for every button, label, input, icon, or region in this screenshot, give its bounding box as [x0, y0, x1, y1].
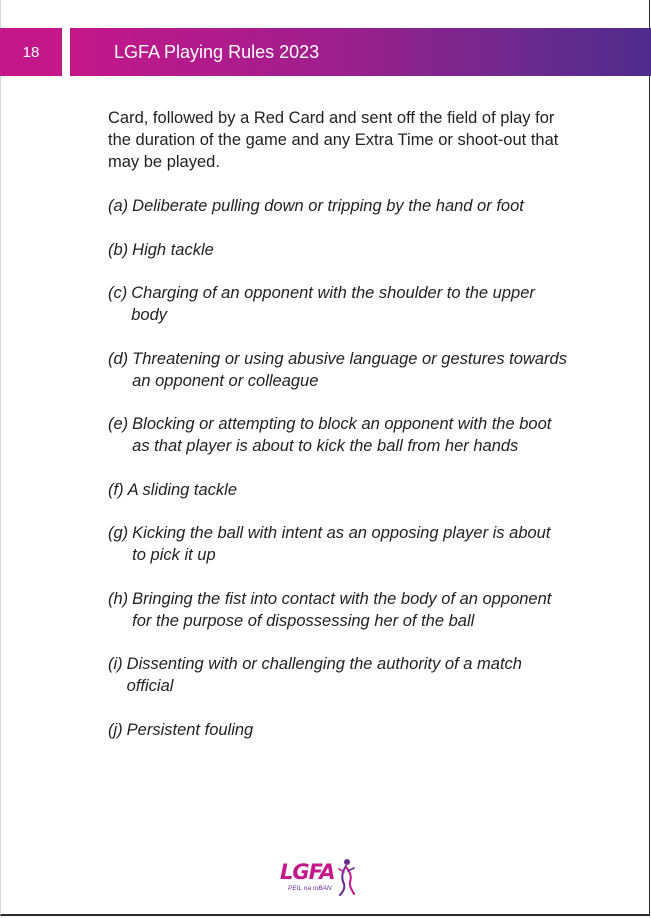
rule-item-i: [108, 653, 568, 697]
rule-text: Threatening or using abusive language or gestures towards an opponent or colleague: [132, 349, 567, 390]
rule-text: Charging of an opponent with the shoulder to the upper body: [131, 284, 535, 324]
rule-text: Persistent fouling: [126, 720, 254, 739]
rule-item-g: [108, 522, 568, 566]
rule-item-f: [108, 479, 568, 501]
rule-item-c: [108, 282, 568, 326]
header-bar: [70, 28, 651, 76]
rule-text: Deliberate pulling down or tripping by the hand or foot: [132, 197, 524, 215]
rule-text: Blocking or attempting to block an opponent with the boot as that player is about to kick the ball from her hands: [132, 415, 552, 455]
player-figure-icon: [336, 858, 356, 896]
lgfa-logo: [280, 858, 360, 898]
intro-paragraph: Card, followed by a Red Card and sent off the field of play for the duration of the game and any Extra Time or shoot-out that may be played.: [108, 109, 559, 171]
rule-marker: (j): [108, 720, 123, 739]
rule-marker: (a): [108, 197, 129, 215]
rule-marker: (f): [108, 480, 124, 499]
rule-text: Kicking the ball with intent as an opposing player is about to pick it up: [132, 524, 551, 564]
rule-item-j: [108, 719, 568, 741]
rule-marker: (e): [108, 415, 129, 433]
rule-marker: (h): [108, 589, 129, 608]
logo-text: LGFA: [280, 860, 335, 884]
rule-text: Dissenting with or challenging the authority of a match official: [126, 655, 522, 695]
rule-marker: (c): [108, 284, 128, 302]
rule-marker: (d): [108, 349, 129, 368]
rule-text: Bringing the fist into contact with the body of an opponent for the purpose of dispossessing her of the ball: [132, 589, 552, 630]
rule-item-e: [108, 413, 568, 457]
rule-marker: (i): [108, 655, 123, 673]
rule-item-h: [108, 588, 568, 632]
logo-subtext: PEIL na mBAN: [288, 885, 332, 892]
main-content: [108, 107, 568, 762]
rule-text: A sliding tackle: [127, 480, 238, 499]
rule-marker: (b): [108, 240, 129, 259]
rule-item-b: [108, 239, 568, 261]
rule-text: High tackle: [132, 240, 214, 259]
rule-item-d: [108, 348, 568, 392]
rule-marker: (g): [108, 524, 129, 542]
page-number: 18: [0, 28, 62, 76]
rule-item-a: [108, 195, 568, 217]
header-title: LGFA Playing Rules 2023: [114, 41, 320, 62]
